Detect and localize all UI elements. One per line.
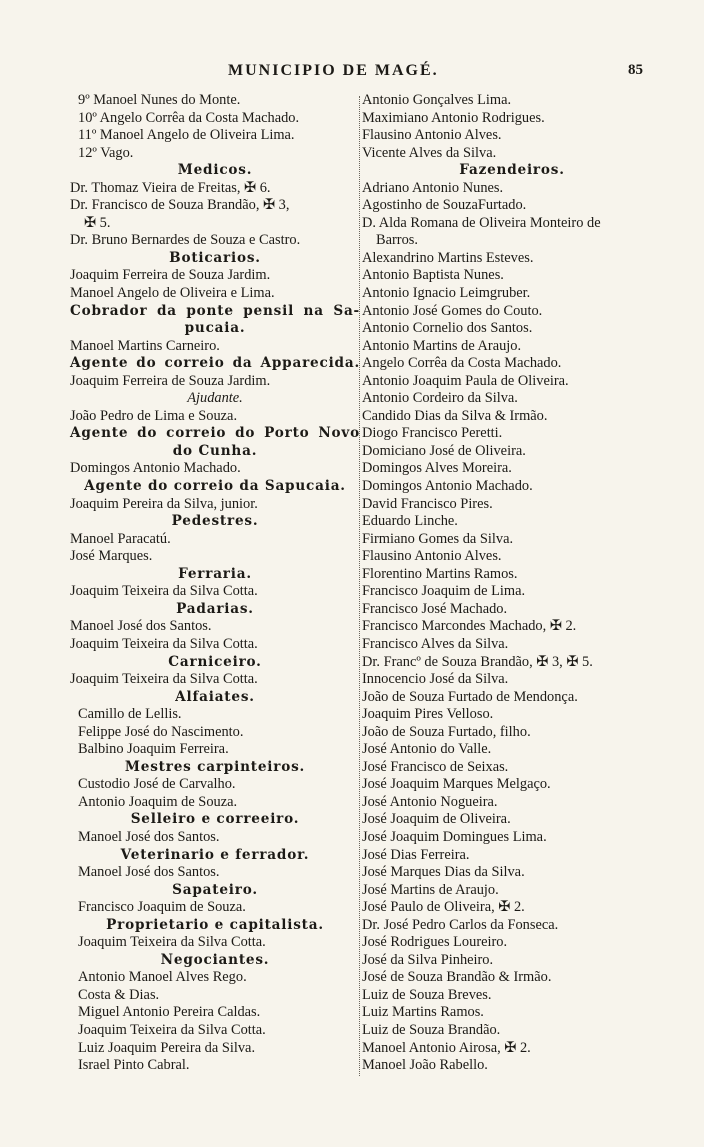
list-entry: José Francisco de Seixas. bbox=[362, 758, 509, 775]
list-entry: Antonio Ignacio Leimgruber. bbox=[362, 285, 531, 302]
list-entry: José Antonio Nogueira. bbox=[362, 793, 498, 810]
list-entry: 11º Manoel Angelo de Oliveira Lima. bbox=[78, 127, 295, 144]
list-entry: José de Souza Brandão & Irmão. bbox=[362, 969, 552, 986]
section-heading: Selleiro e correeiro. bbox=[130, 811, 300, 828]
list-entry: Felippe José do Nascimento. bbox=[78, 723, 244, 740]
section-heading: Negociantes. bbox=[160, 951, 270, 968]
list-entry: Domiciano José de Oliveira. bbox=[362, 442, 526, 459]
list-entry: Antonio José Gomes do Couto. bbox=[362, 302, 543, 319]
list-entry: João Pedro de Lima e Souza. bbox=[70, 407, 238, 424]
list-entry: Antonio Manoel Alves Rego. bbox=[78, 969, 247, 986]
list-entry: Custodio José de Carvalho. bbox=[78, 776, 236, 793]
list-entry: Manoel Paracatú. bbox=[70, 530, 171, 547]
list-entry: João de Souza Furtado, filho. bbox=[362, 723, 531, 740]
list-entry: José Dias Ferreira. bbox=[362, 846, 470, 863]
list-entry: Israel Pinto Cabral. bbox=[78, 1057, 190, 1074]
list-entry: José Joaquim Domingues Lima. bbox=[362, 828, 547, 845]
list-entry: José da Silva Pinheiro. bbox=[362, 951, 494, 968]
list-entry: Luiz Martins Ramos. bbox=[362, 1004, 484, 1021]
list-entry: Vicente Alves da Silva. bbox=[362, 144, 497, 161]
list-entry: Antonio Cordeiro da Silva. bbox=[362, 390, 518, 407]
section-heading: Medicos. bbox=[177, 162, 253, 179]
list-entry: Costa & Dias. bbox=[78, 986, 160, 1003]
list-entry: 10º Angelo Corrêa da Costa Machado. bbox=[78, 109, 300, 126]
list-entry: Domingos Alves Moreira. bbox=[362, 460, 512, 477]
list-entry: Joaquim Pires Velloso. bbox=[362, 706, 494, 723]
page-number: 85 bbox=[628, 62, 643, 78]
list-entry: Luiz Joaquim Pereira da Silva. bbox=[78, 1039, 256, 1056]
list-entry: João de Souza Furtado de Mendonça. bbox=[362, 688, 578, 705]
list-entry: Camillo de Lellis. bbox=[78, 706, 182, 723]
section-heading: do Cunha. bbox=[172, 442, 258, 459]
list-entry: Joaquim Teixeira da Silva Cotta. bbox=[70, 583, 258, 600]
list-entry: Antonio Cornelio dos Santos. bbox=[362, 320, 533, 337]
list-entry: David Francisco Pires. bbox=[362, 495, 493, 512]
left-column bbox=[70, 92, 360, 1075]
list-entry: José Rodrigues Loureiro. bbox=[362, 934, 508, 951]
section-heading: Proprietario e capitalista. bbox=[106, 916, 324, 933]
list-entry: José Antonio do Valle. bbox=[362, 741, 492, 758]
list-entry: Barros. bbox=[376, 232, 418, 249]
list-entry: Alexandrino Martins Esteves. bbox=[362, 249, 534, 266]
list-entry: Joaquim Teixeira da Silva Cotta. bbox=[78, 934, 266, 951]
section-heading: Agente do correio da Sapucaia. bbox=[84, 478, 346, 495]
list-entry: Firmiano Gomes da Silva. bbox=[362, 530, 514, 547]
list-entry: Manoel Angelo de Oliveira e Lima. bbox=[70, 285, 275, 302]
list-entry: Manoel José dos Santos. bbox=[78, 864, 220, 881]
list-entry: Miguel Antonio Pereira Caldas. bbox=[78, 1004, 261, 1021]
list-entry: Manoel João Rabello. bbox=[362, 1057, 488, 1074]
list-entry: Candido Dias da Silva & Irmão. bbox=[362, 407, 548, 424]
section-heading: Fazendeiros. bbox=[459, 162, 565, 179]
list-entry: Flausino Antonio Alves. bbox=[362, 548, 502, 565]
list-entry: Joaquim Teixeira da Silva Cotta. bbox=[78, 1021, 266, 1038]
list-entry: José Marques Dias da Silva. bbox=[362, 864, 525, 881]
page-header bbox=[0, 62, 704, 86]
list-entry: Eduardo Linche. bbox=[362, 513, 458, 530]
section-heading: Veterinario e ferrador. bbox=[120, 846, 310, 863]
list-entry: Antonio Baptista Nunes. bbox=[362, 267, 504, 284]
list-entry: Dr. Francº de Souza Brandão, ✠ 3, ✠ 5. bbox=[362, 653, 593, 670]
list-entry: Diogo Francisco Peretti. bbox=[362, 425, 503, 442]
list-entry: José Martins de Araujo. bbox=[362, 881, 499, 898]
section-heading: Alfaiates. bbox=[175, 688, 255, 705]
list-entry: Florentino Martins Ramos. bbox=[362, 565, 518, 582]
list-entry: Antonio Joaquim Paula de Oliveira. bbox=[362, 372, 569, 389]
section-heading: Mestres carpinteiros. bbox=[124, 758, 306, 775]
list-entry: Agostinho de SouzaFurtado. bbox=[362, 197, 527, 214]
list-entry: Flausino Antonio Alves. bbox=[362, 127, 502, 144]
list-entry: José Joaquim de Oliveira. bbox=[362, 811, 511, 828]
section-heading: Ferraria. bbox=[178, 565, 252, 582]
list-entry: Adriano Antonio Nunes. bbox=[362, 179, 504, 196]
list-entry: José Joaquim Marques Melgaço. bbox=[362, 776, 551, 793]
section-heading: Agente do correio do Porto Novo bbox=[70, 425, 360, 442]
list-entry: Balbino Joaquim Ferreira. bbox=[78, 741, 229, 758]
list-entry: Manoel José dos Santos. bbox=[78, 828, 220, 845]
section-heading: pucaia. bbox=[184, 320, 246, 337]
list-entry: Joaquim Ferreira de Souza Jardim. bbox=[70, 372, 271, 389]
list-entry: Domingos Antonio Machado. bbox=[70, 460, 241, 477]
section-heading: Ajudante. bbox=[187, 390, 243, 407]
list-entry: Joaquim Teixeira da Silva Cotta. bbox=[70, 671, 258, 688]
list-entry: Francisco Joaquim de Lima. bbox=[362, 583, 526, 600]
section-heading: Sapateiro. bbox=[172, 881, 258, 898]
section-heading: Cobrador da ponte pensil na Sa- bbox=[70, 302, 360, 319]
list-entry: Innocencio José da Silva. bbox=[362, 671, 509, 688]
list-entry: José Marques. bbox=[70, 548, 153, 565]
list-entry: Joaquim Teixeira da Silva Cotta. bbox=[70, 635, 258, 652]
list-entry: Maximiano Antonio Rodrigues. bbox=[362, 109, 545, 126]
list-entry: Antonio Martins de Araujo. bbox=[362, 337, 522, 354]
list-entry: Dr. Bruno Bernardes de Souza e Castro. bbox=[70, 232, 301, 249]
right-column bbox=[362, 92, 662, 1075]
list-entry: Manoel José dos Santos. bbox=[70, 618, 212, 635]
section-heading: Padarias. bbox=[176, 600, 254, 617]
list-entry: José Paulo de Oliveira, ✠ 2. bbox=[362, 899, 525, 916]
list-entry: ✠ 5. bbox=[84, 214, 111, 231]
section-heading: Pedestres. bbox=[171, 513, 259, 530]
list-entry: Antonio Joaquim de Souza. bbox=[78, 793, 238, 810]
list-entry: 12º Vago. bbox=[78, 144, 134, 161]
list-entry: Dr. José Pedro Carlos da Fonseca. bbox=[362, 916, 559, 933]
list-entry: Francisco José Machado. bbox=[362, 600, 508, 617]
list-entry: Manoel Martins Carneiro. bbox=[70, 337, 220, 354]
section-heading: Boticarios. bbox=[169, 249, 261, 266]
list-entry: Francisco Marcondes Machado, ✠ 2. bbox=[362, 618, 577, 635]
list-entry: Manoel Antonio Airosa, ✠ 2. bbox=[362, 1039, 531, 1056]
list-entry: Francisco Joaquim de Souza. bbox=[78, 899, 246, 916]
list-entry: Dr. Francisco de Souza Brandão, ✠ 3, bbox=[70, 197, 290, 214]
list-entry: Angelo Corrêa da Costa Machado. bbox=[362, 355, 562, 372]
list-entry: Joaquim Pereira da Silva, junior. bbox=[70, 495, 258, 512]
list-entry: 9º Manoel Nunes do Monte. bbox=[78, 92, 241, 108]
list-entry: Francisco Alves da Silva. bbox=[362, 635, 509, 652]
list-entry: Luiz de Souza Breves. bbox=[362, 986, 492, 1003]
list-entry: Antonio Gonçalves Lima. bbox=[362, 92, 512, 108]
list-entry: D. Alda Romana de Oliveira Monteiro de bbox=[362, 214, 601, 231]
section-heading: Agente do correio da Apparecida. bbox=[70, 355, 360, 372]
list-entry: Joaquim Ferreira de Souza Jardim. bbox=[70, 267, 271, 284]
list-entry: Luiz de Souza Brandão. bbox=[362, 1021, 501, 1038]
page-title: MUNICIPIO DE MAGÉ. bbox=[228, 62, 439, 79]
section-heading: Carniceiro. bbox=[168, 653, 262, 670]
list-entry: Domingos Antonio Machado. bbox=[362, 478, 533, 495]
list-entry: Dr. Thomaz Vieira de Freitas, ✠ 6. bbox=[70, 179, 271, 196]
